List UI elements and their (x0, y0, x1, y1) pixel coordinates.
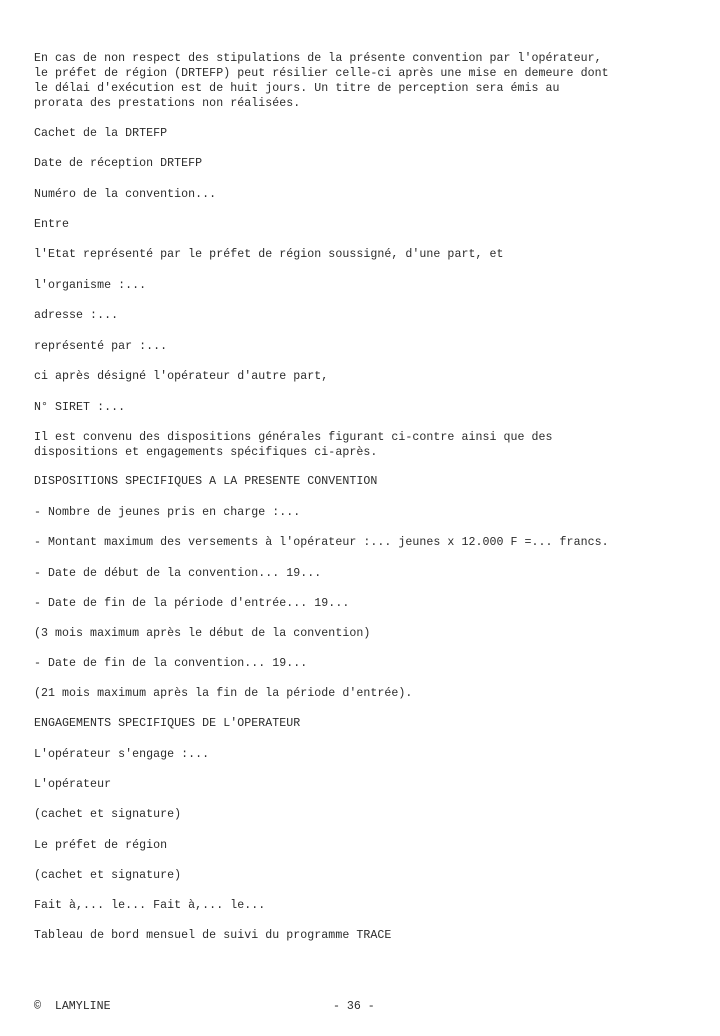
siret-field: N° SIRET :... (34, 401, 126, 414)
operateur-engage-field: L'opérateur s'engage :... (34, 748, 210, 761)
operateur-label: L'opérateur (34, 778, 112, 791)
prefet-region-label: Le préfet de région (34, 839, 168, 852)
etat-represente: l'Etat représenté par le préfet de région soussigné, d'une part, et (34, 248, 504, 261)
montant-maximum-field: - Montant maximum des versements à l'opérateur :... jeunes x 12.000 F =... francs. (34, 536, 609, 549)
engagements-specifiques-heading: ENGAGEMENTS SPECIFIQUES DE L'OPERATEUR (34, 717, 301, 730)
intro-line: le préfet de région (DRTEFP) peut résilier celle-ci après une mise en demeure dont (34, 67, 609, 80)
represente-par-field: représenté par :... (34, 340, 168, 353)
page-number: - 36 - (333, 1000, 375, 1013)
note-3-mois: (3 mois maximum après le début de la convention) (34, 627, 371, 640)
dispositions-generales-paragraph: Il est convenu des dispositions générales figurant ci-contre ainsi que des dispositions et engagements spécifiques ci-après. (34, 431, 553, 459)
entre-label: Entre (34, 218, 70, 231)
cachet-signature-prefet: (cachet et signature) (34, 869, 182, 882)
intro-paragraph (34, 51, 609, 111)
cachet-signature-operateur: (cachet et signature) (34, 808, 182, 821)
nombre-jeunes-field: - Nombre de jeunes pris en charge :... (34, 506, 301, 519)
date-fin-entree-field: - Date de fin de la période d'entrée... 19... (34, 597, 350, 610)
date-fin-convention-field: - Date de fin de la convention... 19... (34, 657, 308, 670)
cachet-drtefp: Cachet de la DRTEFP (34, 127, 168, 140)
date-reception: Date de réception DRTEFP (34, 157, 203, 170)
dispositions-specifiques-heading: DISPOSITIONS SPECIFIQUES A LA PRESENTE CONVENTION (34, 475, 378, 488)
fait-a-line: Fait à,... le... Fait à,... le... (34, 899, 266, 912)
adresse-field: adresse :... (34, 309, 119, 322)
operateur-designation: ci après désigné l'opérateur d'autre part, (34, 370, 329, 383)
numero-convention: Numéro de la convention... (34, 188, 217, 201)
intro-line: le délai d'exécution est de huit jours. Un titre de perception sera émis au (34, 82, 560, 95)
intro-line: prorata des prestations non réalisées. (34, 97, 301, 110)
footer-copyright: © LAMYLINE (34, 1000, 111, 1013)
organisme-field: l'organisme :... (34, 279, 147, 292)
date-debut-field: - Date de début de la convention... 19... (34, 567, 322, 580)
tableau-de-bord-title: Tableau de bord mensuel de suivi du programme TRACE (34, 929, 392, 942)
intro-line: En cas de non respect des stipulations de la présente convention par l'opérateur, (34, 52, 602, 65)
note-21-mois: (21 mois maximum après la fin de la période d'entrée). (34, 687, 413, 700)
